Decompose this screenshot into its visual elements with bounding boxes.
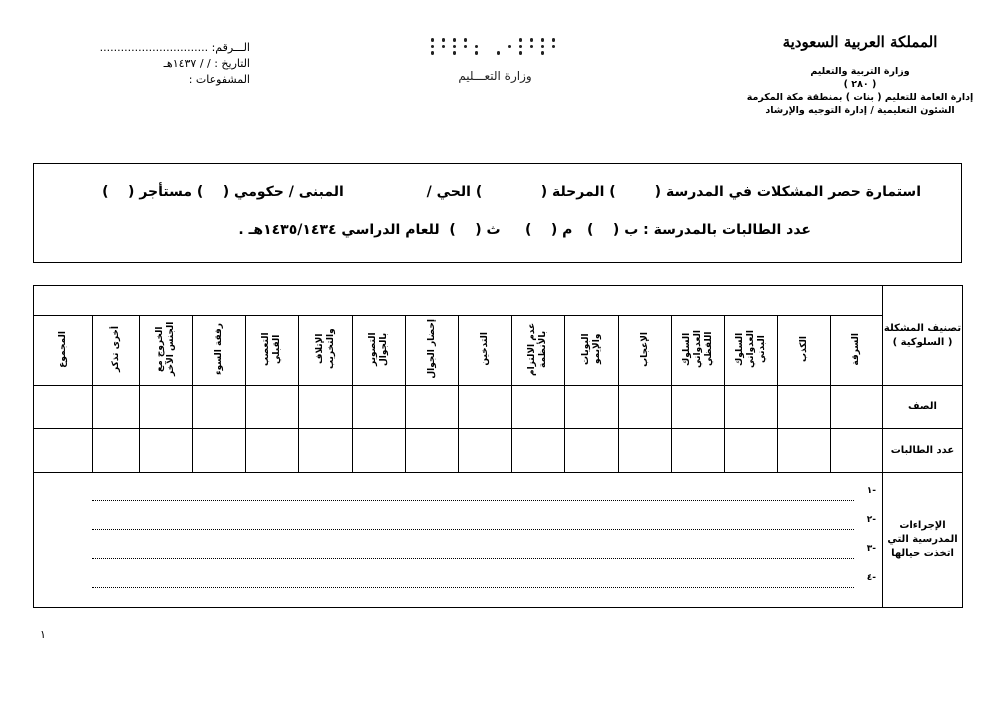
entry-cell[interactable] xyxy=(619,386,672,429)
column-header xyxy=(459,316,512,386)
entry-cell[interactable] xyxy=(246,386,299,429)
logo-dots-icon xyxy=(425,38,565,55)
column-header-label: الكذب xyxy=(798,336,809,362)
row-label-count: عدد الطالبات xyxy=(883,429,963,473)
procedure-line[interactable] xyxy=(92,514,876,530)
entry-cell[interactable] xyxy=(353,429,406,473)
column-header xyxy=(619,316,672,386)
column-header xyxy=(193,316,246,386)
entry-cell[interactable] xyxy=(34,429,93,473)
form-title-line: استمارة حصر المشكلات في المدرسة ( ) المرحلة ( ) الحي / المبنى / حكومي ( ) مستأجر ( ) xyxy=(102,184,921,200)
kingdom-logo-text: المملكة العربية السعودية xyxy=(782,33,938,51)
entry-cell[interactable] xyxy=(512,386,565,429)
entry-cell[interactable] xyxy=(672,429,725,473)
column-header xyxy=(725,316,778,386)
category-header: تصنيف المشكلة ( السلوكية ) xyxy=(883,286,963,386)
entry-cell[interactable] xyxy=(246,429,299,473)
procedure-line[interactable] xyxy=(92,543,876,559)
procedure-line[interactable] xyxy=(92,485,876,501)
ministry-logo xyxy=(425,38,565,83)
column-header xyxy=(93,316,140,386)
ministry-name: وزارة التربية والتعليم xyxy=(810,66,910,77)
column-header-label: التعصب القبلي xyxy=(261,332,282,366)
entry-cell[interactable] xyxy=(725,386,778,429)
reference-number: الـــرقم: ............................... xyxy=(99,41,250,54)
entry-cell[interactable] xyxy=(353,386,406,429)
page-number: ١ xyxy=(40,628,46,641)
column-header-label: المجموع xyxy=(57,330,68,368)
section-name: الشئون التعليمية / إدارة التوجيه والإرشاد xyxy=(765,105,955,116)
entry-cell[interactable] xyxy=(565,386,619,429)
column-header xyxy=(34,316,93,386)
entry-cell[interactable] xyxy=(93,429,140,473)
procedure-line[interactable] xyxy=(92,572,876,588)
entry-cell[interactable] xyxy=(619,429,672,473)
column-header-label: أخرى تذكر xyxy=(110,326,121,372)
department-name: إدارة العامة للتعليم ( بنات ) بمنطقة مكة المكرمة xyxy=(746,92,974,103)
column-header-label: السلوك العدواني البدني xyxy=(734,330,767,368)
entry-cell[interactable] xyxy=(778,429,831,473)
column-header-label: التصوير بالجوال xyxy=(368,332,389,366)
column-header-label: السرقة xyxy=(851,332,861,366)
student-count-line: عدد الطالبات بالمدرسة : ب ( ) م ( ) ث ( ) للعام الدراسي ١٤٣٥/١٤٣٤هـ . xyxy=(238,222,811,238)
column-header-label: إحضار الجوال xyxy=(426,319,437,379)
entry-cell[interactable] xyxy=(565,429,619,473)
ministry-header xyxy=(740,33,980,117)
logo-text: وزارة التعـــليم xyxy=(458,68,532,83)
reference-date: التاريخ : / / ١٤٣٧هـ xyxy=(163,57,250,70)
column-header xyxy=(406,316,459,386)
entry-cell[interactable] xyxy=(193,429,246,473)
column-header-label: البويات والإيمو xyxy=(580,333,602,365)
entry-cell[interactable] xyxy=(193,386,246,429)
column-header-label: عدم الالتزام بالأنظمة xyxy=(527,322,548,376)
column-header xyxy=(778,316,831,386)
column-header-label: الإعجاب xyxy=(639,331,650,367)
header-blank-cell xyxy=(34,286,883,316)
column-header-label: رفقة السوء xyxy=(213,322,224,375)
procedure-number: -٤ xyxy=(866,572,876,583)
entry-cell[interactable] xyxy=(831,429,883,473)
entry-cell[interactable] xyxy=(299,386,353,429)
procedure-number: -١ xyxy=(866,485,876,496)
ministry-code: ( ٢٨٠ ) xyxy=(843,79,877,90)
column-header xyxy=(512,316,565,386)
column-header xyxy=(565,316,619,386)
entry-cell[interactable] xyxy=(459,429,512,473)
row-label-class: الصف xyxy=(883,386,963,429)
column-header-label: الإتلاف والتخريب xyxy=(314,328,336,370)
entry-cell[interactable] xyxy=(459,386,512,429)
form-title-box xyxy=(33,163,962,263)
entry-cell[interactable] xyxy=(512,429,565,473)
column-header-label: التدخين xyxy=(479,332,490,366)
entry-cell[interactable] xyxy=(778,386,831,429)
column-header-label: السلوك العدواني اللفظي xyxy=(681,330,714,368)
entry-cell[interactable] xyxy=(93,386,140,429)
column-header xyxy=(831,316,883,386)
column-header xyxy=(140,316,193,386)
entry-cell[interactable] xyxy=(831,386,883,429)
entry-cell[interactable] xyxy=(34,386,93,429)
procedure-number: -٢ xyxy=(866,514,876,525)
column-header xyxy=(246,316,299,386)
entry-cell[interactable] xyxy=(140,386,193,429)
column-header xyxy=(353,316,406,386)
reference-block xyxy=(80,40,250,88)
entry-cell[interactable] xyxy=(406,386,459,429)
entry-cell[interactable] xyxy=(672,386,725,429)
entry-cell[interactable] xyxy=(725,429,778,473)
entry-cell[interactable] xyxy=(140,429,193,473)
procedure-number: -٣ xyxy=(866,543,876,554)
column-header xyxy=(299,316,353,386)
procedures-cell xyxy=(34,473,883,608)
reference-attachments: المشفوعات : xyxy=(188,73,250,86)
entry-cell[interactable] xyxy=(299,429,353,473)
procedures-label: الإجراءات المدرسية التي اتخذت حيالها xyxy=(883,473,963,608)
problems-table xyxy=(33,285,963,608)
column-header-label: الخروج مع الجنس الآخر xyxy=(155,321,176,377)
entry-cell[interactable] xyxy=(406,429,459,473)
column-header xyxy=(672,316,725,386)
